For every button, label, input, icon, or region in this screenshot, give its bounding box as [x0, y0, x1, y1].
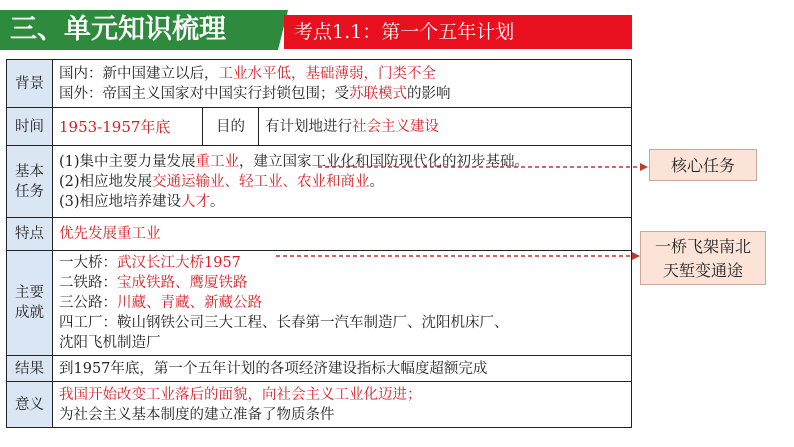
- row-result: [7, 356, 632, 382]
- row-significance: [7, 382, 632, 428]
- knowledge-table: [6, 59, 632, 428]
- background-domestic-highlight: 工业水平低，基础薄弱，门类不全: [218, 65, 436, 82]
- features-value: 优先发展重工业: [53, 218, 632, 251]
- background-content: [53, 60, 632, 108]
- callout-bridge-line2: 天堑变通途: [662, 261, 743, 280]
- row-background: [7, 60, 632, 108]
- task-2: (2)相应地发展: [59, 173, 153, 190]
- achievement-bridge-highlight: 武汉长江大桥1957: [117, 255, 241, 271]
- achievement-bridge: 一大桥：: [59, 255, 117, 271]
- task-3-tail: 。: [210, 193, 225, 210]
- background-domestic: 国内：新中国建立以后，: [59, 65, 219, 82]
- goal-highlight: 社会主义建设: [352, 118, 439, 135]
- achievement-highways: 三公路：: [59, 295, 117, 311]
- significance-content: [53, 382, 632, 428]
- arrowhead-bridge: [632, 252, 640, 260]
- task-1: (1)集中主要力量发展: [59, 153, 196, 170]
- label-achievements: 主要成就: [7, 251, 53, 356]
- result-value: 到1957年底，第一个五年计划的各项经济建设指标大幅度超额完成: [53, 356, 632, 382]
- achievement-railways-highlight: 宝成铁路、鹰厦铁路: [117, 275, 248, 291]
- achievement-highways-highlight: 川藏、青藏、新藏公路: [117, 295, 262, 311]
- goal-text: 有计划地进行: [265, 118, 352, 135]
- background-foreign-tail: 的影响: [407, 85, 451, 102]
- achievements-content: [53, 251, 632, 356]
- row-time: [7, 108, 632, 146]
- tasks-content: [53, 146, 632, 218]
- row-tasks: [7, 146, 632, 218]
- task-1-tail: ，建立国家工业化和国防现代化的初步基础。: [239, 153, 530, 170]
- achievement-factories-cont: 沈阳飞机制造厂: [59, 335, 161, 351]
- task-2-tail: 。: [369, 173, 385, 190]
- label-significance: 意义: [7, 382, 53, 428]
- label-background: 背景: [7, 60, 53, 108]
- goal-content: [259, 108, 632, 146]
- arrowhead-core-task: [640, 163, 648, 171]
- topic-title: 考点1.1：第一个五年计划: [284, 15, 632, 49]
- achievement-railways: 二铁路：: [59, 275, 117, 291]
- label-goal: 目的: [203, 108, 259, 146]
- background-foreign-highlight: 苏联模式: [349, 85, 407, 102]
- background-foreign: 国外：帝国主义国家对中国实行封锁包围；受: [59, 85, 349, 102]
- task-3-highlight: 人才: [181, 193, 211, 210]
- label-features: 特点: [7, 218, 53, 251]
- task-3: (3)相应地培养建设: [59, 193, 182, 210]
- task-2-highlight: 交通运输业、轻工业、农业和商业: [152, 173, 370, 190]
- time-value: 1953-1957年底: [53, 108, 203, 146]
- label-result: 结果: [7, 356, 53, 382]
- label-time: 时间: [7, 108, 53, 146]
- row-features: [7, 218, 632, 251]
- row-achievements: [7, 251, 632, 356]
- significance-2: 为社会主义基本制度的建立准备了物质条件: [59, 406, 335, 423]
- callout-bridge: [640, 231, 766, 285]
- label-tasks: 基本任务: [7, 146, 53, 218]
- significance-1: 我国开始改变工业落后的面貌，向社会主义工业化迈进；: [59, 386, 422, 403]
- callout-core-task: 核心任务: [649, 149, 757, 181]
- section-title: 三、单元知识梳理: [0, 10, 278, 50]
- callout-bridge-line1: 一桥飞架南北: [654, 237, 751, 256]
- achievement-factories: 四工厂：鞍山钢铁公司三大工程、长春第一汽车制造厂、沈阳机床厂、: [59, 315, 509, 331]
- task-1-highlight: 重工业: [195, 153, 240, 170]
